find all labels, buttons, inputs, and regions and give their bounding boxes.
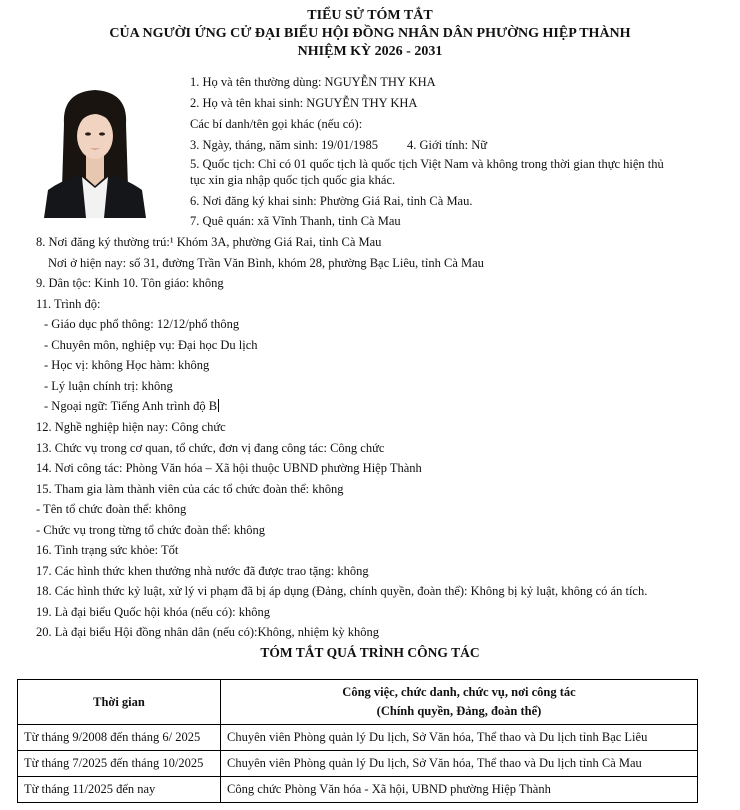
item-birth-date: 3. Ngày, tháng, năm sinh: 19/01/1985	[190, 138, 379, 152]
term-title: NHIỆM KỲ 2026 - 2031	[297, 44, 443, 59]
item-organization-role: - Chức vụ trong từng tổ chức đoàn thể: không	[36, 523, 265, 537]
item-birth-name: 2. Họ và tên khai sinh: NGUYỄN THY KHA	[190, 96, 418, 110]
cell-time: Từ tháng 11/2025 đến nay	[18, 777, 221, 803]
item-birth-registration: 6. Nơi đăng ký khai sinh: Phường Giá Rai, tỉnh Cà Mau.	[190, 194, 473, 208]
cell-job: Công chức Phòng Văn hóa - Xã hội, UBND phường Hiệp Thành	[221, 777, 698, 803]
item-organizations: 15. Tham gia làm thành viên của các tổ chức đoàn thể: không	[36, 482, 344, 496]
table-row	[18, 751, 698, 777]
item-political-theory: - Lý luận chính trị: không	[44, 379, 173, 393]
item-nationality: 5. Quốc tịch: Chỉ có 01 quốc tịch là quốc tịch Việt Nam và không trong thời gian thực hiện thủ	[190, 157, 664, 171]
item-current-residence: Nơi ở hiện nay: số 31, đường Trần Văn Bình, khóm 28, phường Bạc Liêu, tỉnh Cà Mau	[48, 256, 484, 270]
item-awards: 17. Các hình thức khen thưởng nhà nước đã được trao tặng: không	[36, 564, 369, 578]
item-organization-name: - Tên tổ chức đoàn thể: không	[36, 502, 187, 516]
column-header-job-line2: (Chính quyền, Đảng, đoàn thể)	[376, 704, 542, 718]
table-row	[18, 777, 698, 803]
item-general-education: - Giáo dục phổ thông: 12/12/phổ thông	[44, 317, 240, 331]
item-alias: Các bí danh/tên gọi khác (nếu có):	[190, 117, 363, 131]
item-education: 11. Trình độ:	[36, 297, 101, 311]
item-hometown: 7. Quê quán: xã Vĩnh Thanh, tỉnh Cà Mau	[190, 214, 401, 228]
item-ethnicity-religion: 9. Dân tộc: Kinh 10. Tôn giáo: không	[36, 276, 224, 290]
text-caret	[218, 399, 219, 412]
item-workplace: 14. Nơi công tác: Phòng Văn hóa – Xã hội thuộc UBND phường Hiệp Thành	[36, 461, 422, 475]
item-foreign-language: - Ngoại ngữ: Tiếng Anh trình độ B	[44, 399, 218, 413]
item-gender: 4. Giới tính: Nữ	[407, 138, 488, 152]
column-header-job	[221, 680, 698, 725]
item-professional: - Chuyên môn, nghiệp vụ: Đại học Du lịch	[44, 338, 258, 352]
item-permanent-residence: 8. Nơi đăng ký thường trú:¹ Khóm 3A, phường Giá Rai, tỉnh Cà Mau	[36, 235, 382, 249]
work-history-title: TÓM TẮT QUÁ TRÌNH CÔNG TÁC	[260, 645, 480, 660]
item-national-assembly: 19. Là đại biểu Quốc hội khóa (nếu có): không	[36, 605, 270, 619]
item-position: 13. Chức vụ trong cơ quan, tổ chức, đơn vị đang công tác: Công chức	[36, 441, 385, 455]
cell-time: Từ tháng 9/2008 đến tháng 6/ 2025	[18, 725, 221, 751]
item-peoples-council: 20. Là đại biểu Hội đồng nhân dân (nếu có):Không, nhiệm kỳ không	[36, 625, 379, 639]
table-header-row	[18, 680, 698, 725]
item-degree: - Học vị: không Học hàm: không	[44, 358, 210, 372]
cell-job: Chuyên viên Phòng quản lý Du lịch, Sở Văn hóa, Thể thao và Du lịch tỉnh Cà Mau	[221, 751, 698, 777]
column-header-job-line1: Công việc, chức danh, chức vụ, nơi công tác	[342, 685, 576, 699]
item-common-name: 1. Họ và tên thường dùng: NGUYỄN THY KHA	[190, 75, 436, 89]
cell-time: Từ tháng 7/2025 đến tháng 10/2025	[18, 751, 221, 777]
document-subtitle: CỦA NGƯỜI ỨNG CỬ ĐẠI BIỂU HỘI ĐỒNG NHÂN DÂN PHƯỜNG HIỆP THÀNH	[109, 26, 631, 41]
item-health: 16. Tình trạng sức khỏe: Tốt	[36, 543, 179, 557]
column-header-time: Thời gian	[18, 680, 221, 725]
work-history-table	[17, 679, 698, 803]
portrait-image	[42, 84, 148, 218]
cell-job: Chuyên viên Phòng quản lý Du lịch, Sở Văn hóa, Thể thao và Du lịch tỉnh Bạc Liêu	[221, 725, 698, 751]
item-nationality-cont: tục xin gia nhập quốc tịch quốc gia khác.	[190, 173, 396, 187]
table-row	[18, 725, 698, 751]
item-occupation: 12. Nghề nghiệp hiện nay: Công chức	[36, 420, 226, 434]
item-discipline: 18. Các hình thức kỷ luật, xử lý vi phạm đã bị áp dụng (Đảng, chính quyền, đoàn thể): Không bị kỷ luật, không có án tích.	[36, 584, 648, 598]
candidate-photo	[42, 84, 148, 218]
document-title: TIỂU SỬ TÓM TẮT	[307, 8, 433, 23]
